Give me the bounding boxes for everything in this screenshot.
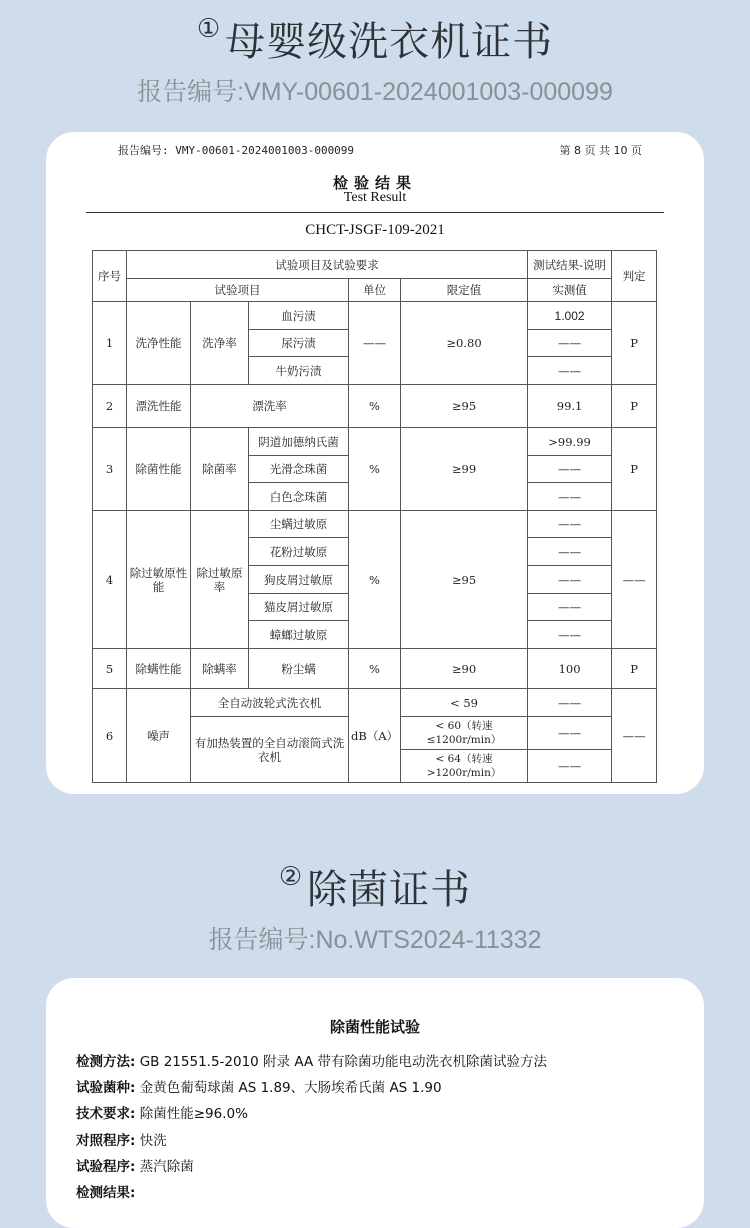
row3-value: >99.99 — [528, 428, 612, 456]
row4-item: 狗皮屑过敏原 — [249, 566, 349, 594]
section1-title-text: 母婴级洗衣机证书 — [225, 19, 554, 65]
row5-value: 100 — [528, 649, 612, 689]
row4-value: —— — [528, 594, 612, 621]
row1-item: 尿污渍 — [249, 330, 349, 357]
doc-standard: CHCT-JSGF-109-2021 — [305, 222, 445, 238]
row1-sub: 洗净率 — [191, 302, 249, 385]
test-result-card — [46, 132, 704, 794]
row3-value: —— — [528, 456, 612, 483]
row3-item: 阴道加德纳氏菌 — [249, 428, 349, 456]
table-row — [93, 649, 657, 689]
row6-value: —— — [528, 750, 612, 783]
method-line — [76, 1050, 547, 1070]
row5-verdict: P — [612, 649, 657, 689]
table-row — [93, 302, 657, 330]
row3-limit: ≥99 — [401, 428, 528, 511]
section1-report-no: 报告编号:VMY-00601-2024001003-000099 — [137, 78, 613, 106]
row6-verdict: —— — [612, 689, 657, 783]
doc-title-en: Test Result — [343, 190, 407, 205]
doc-header — [118, 142, 642, 158]
row4-item: 花粉过敏原 — [249, 538, 349, 566]
result-line — [76, 1181, 135, 1201]
section2-title-text: 除菌证书 — [307, 867, 472, 913]
section1-title — [0, 10, 750, 67]
row3-seq: 3 — [93, 428, 127, 511]
method-value: GB 21551.5-2010 附录 AA 带有除菌功能电动洗衣机除菌试验方法 — [139, 1054, 547, 1070]
row4-value: —— — [528, 511, 612, 538]
row3-item: 光滑念珠菌 — [249, 456, 349, 483]
row4-verdict: —— — [612, 511, 657, 649]
row6-value: —— — [528, 689, 612, 717]
row6-limit3: < 64（转速>1200r/min） — [401, 750, 528, 783]
row6-unit: dB（A） — [349, 689, 401, 783]
result-label: 检测结果: — [76, 1185, 136, 1201]
control-value: 快洗 — [139, 1133, 167, 1149]
row4-unit: % — [349, 511, 401, 649]
requirement-value: 除菌性能≥96.0% — [139, 1106, 248, 1122]
row4-sub: 除过敏原率 — [191, 511, 249, 649]
row4-item: 蟑螂过敏原 — [249, 621, 349, 649]
sterilization-card — [46, 978, 704, 1228]
header-limit: 限定值 — [401, 279, 528, 302]
header-item-req: 试验项目及试验要求 — [127, 251, 528, 279]
row3-unit: % — [349, 428, 401, 511]
row3-verdict: P — [612, 428, 657, 511]
method-label: 检测方法: — [76, 1054, 136, 1070]
row5-item: 粉尘螨 — [249, 649, 349, 689]
sterilization-title: 除菌性能试验 — [329, 1018, 420, 1036]
section2-report-no: 报告编号:No.WTS2024-11332 — [208, 926, 542, 954]
header-result-note: 测试结果-说明 — [528, 251, 612, 279]
row6-seq: 6 — [93, 689, 127, 783]
test-program-label: 试验程序: — [76, 1159, 136, 1175]
row1-category: 洗净性能 — [127, 302, 191, 385]
row3-value: —— — [528, 483, 612, 511]
row1-value: 1.002 — [528, 302, 612, 330]
strain-label: 试验菌种: — [76, 1080, 136, 1096]
strain-line — [76, 1076, 442, 1096]
requirement-label: 技术要求: — [76, 1106, 136, 1122]
row3-sub: 除菌率 — [191, 428, 249, 511]
row2-sub: 漂洗率 — [191, 385, 349, 428]
row2-limit: ≥95 — [401, 385, 528, 428]
header-item: 试验项目 — [127, 279, 349, 302]
result-table — [92, 250, 657, 783]
row4-limit: ≥95 — [401, 511, 528, 649]
row3-item: 白色念珠菌 — [249, 483, 349, 511]
section2-number: ② — [278, 862, 304, 892]
row5-seq: 5 — [93, 649, 127, 689]
row2-unit: % — [349, 385, 401, 428]
control-line — [76, 1129, 167, 1149]
control-label: 对照程序: — [76, 1133, 136, 1149]
row2-seq: 2 — [93, 385, 127, 428]
row5-unit: % — [349, 649, 401, 689]
row5-limit: ≥90 — [401, 649, 528, 689]
strain-value: 金黄色葡萄球菌 AS 1.89、大肠埃希氏菌 AS 1.90 — [139, 1080, 442, 1096]
row4-category: 除过敏原性能 — [127, 511, 191, 649]
row4-item: 尘螨过敏原 — [249, 511, 349, 538]
header-seq: 序号 — [93, 251, 127, 302]
row6-item1: 全自动波轮式洗衣机 — [191, 689, 349, 717]
header-row-1 — [93, 251, 657, 279]
header-unit: 单位 — [349, 279, 401, 302]
header-verdict: 判定 — [612, 251, 657, 302]
doc-page-number: 第 8 页 共 10 页 — [559, 144, 642, 157]
row1-value: —— — [528, 330, 612, 357]
row3-category: 除菌性能 — [127, 428, 191, 511]
row2-verdict: P — [612, 385, 657, 428]
test-program-value: 蒸汽除菌 — [139, 1159, 194, 1175]
row2-category: 漂洗性能 — [127, 385, 191, 428]
doc-report-no: 报告编号: VMY-00601-2024001003-000099 — [118, 144, 355, 157]
row4-item: 猫皮屑过敏原 — [249, 594, 349, 621]
row6-limit2: < 60（转速≤1200r/min） — [401, 717, 528, 750]
row6-limit1: < 59 — [401, 689, 528, 717]
header-row-2 — [93, 279, 657, 302]
row1-item: 牛奶污渍 — [249, 357, 349, 385]
row4-seq: 4 — [93, 511, 127, 649]
row4-value: —— — [528, 566, 612, 594]
row1-value: —— — [528, 357, 612, 385]
row6-value: —— — [528, 717, 612, 750]
row1-item: 血污渍 — [249, 302, 349, 330]
row1-verdict: P — [612, 302, 657, 385]
doc-title-cn: 检验结果 — [332, 174, 417, 192]
section1-number: ① — [196, 14, 222, 44]
table-row — [93, 385, 657, 428]
row6-item2: 有加热装置的全自动滚筒式洗衣机 — [191, 717, 349, 783]
section2-title — [0, 858, 750, 915]
row4-value: —— — [528, 621, 612, 649]
header-measured: 实测值 — [528, 279, 612, 302]
row6-category: 噪声 — [127, 689, 191, 783]
requirement-line — [76, 1102, 248, 1122]
row4-value: —— — [528, 538, 612, 566]
row5-category: 除螨性能 — [127, 649, 191, 689]
row1-limit: ≥0.80 — [401, 302, 528, 385]
table-row — [93, 428, 657, 456]
doc-divider — [86, 212, 664, 213]
table-row — [93, 689, 657, 717]
table-row — [93, 511, 657, 538]
test-program-line — [76, 1155, 194, 1175]
row1-seq: 1 — [93, 302, 127, 385]
row1-unit: —— — [349, 302, 401, 385]
row5-sub: 除螨率 — [191, 649, 249, 689]
row2-value: 99.1 — [528, 385, 612, 428]
